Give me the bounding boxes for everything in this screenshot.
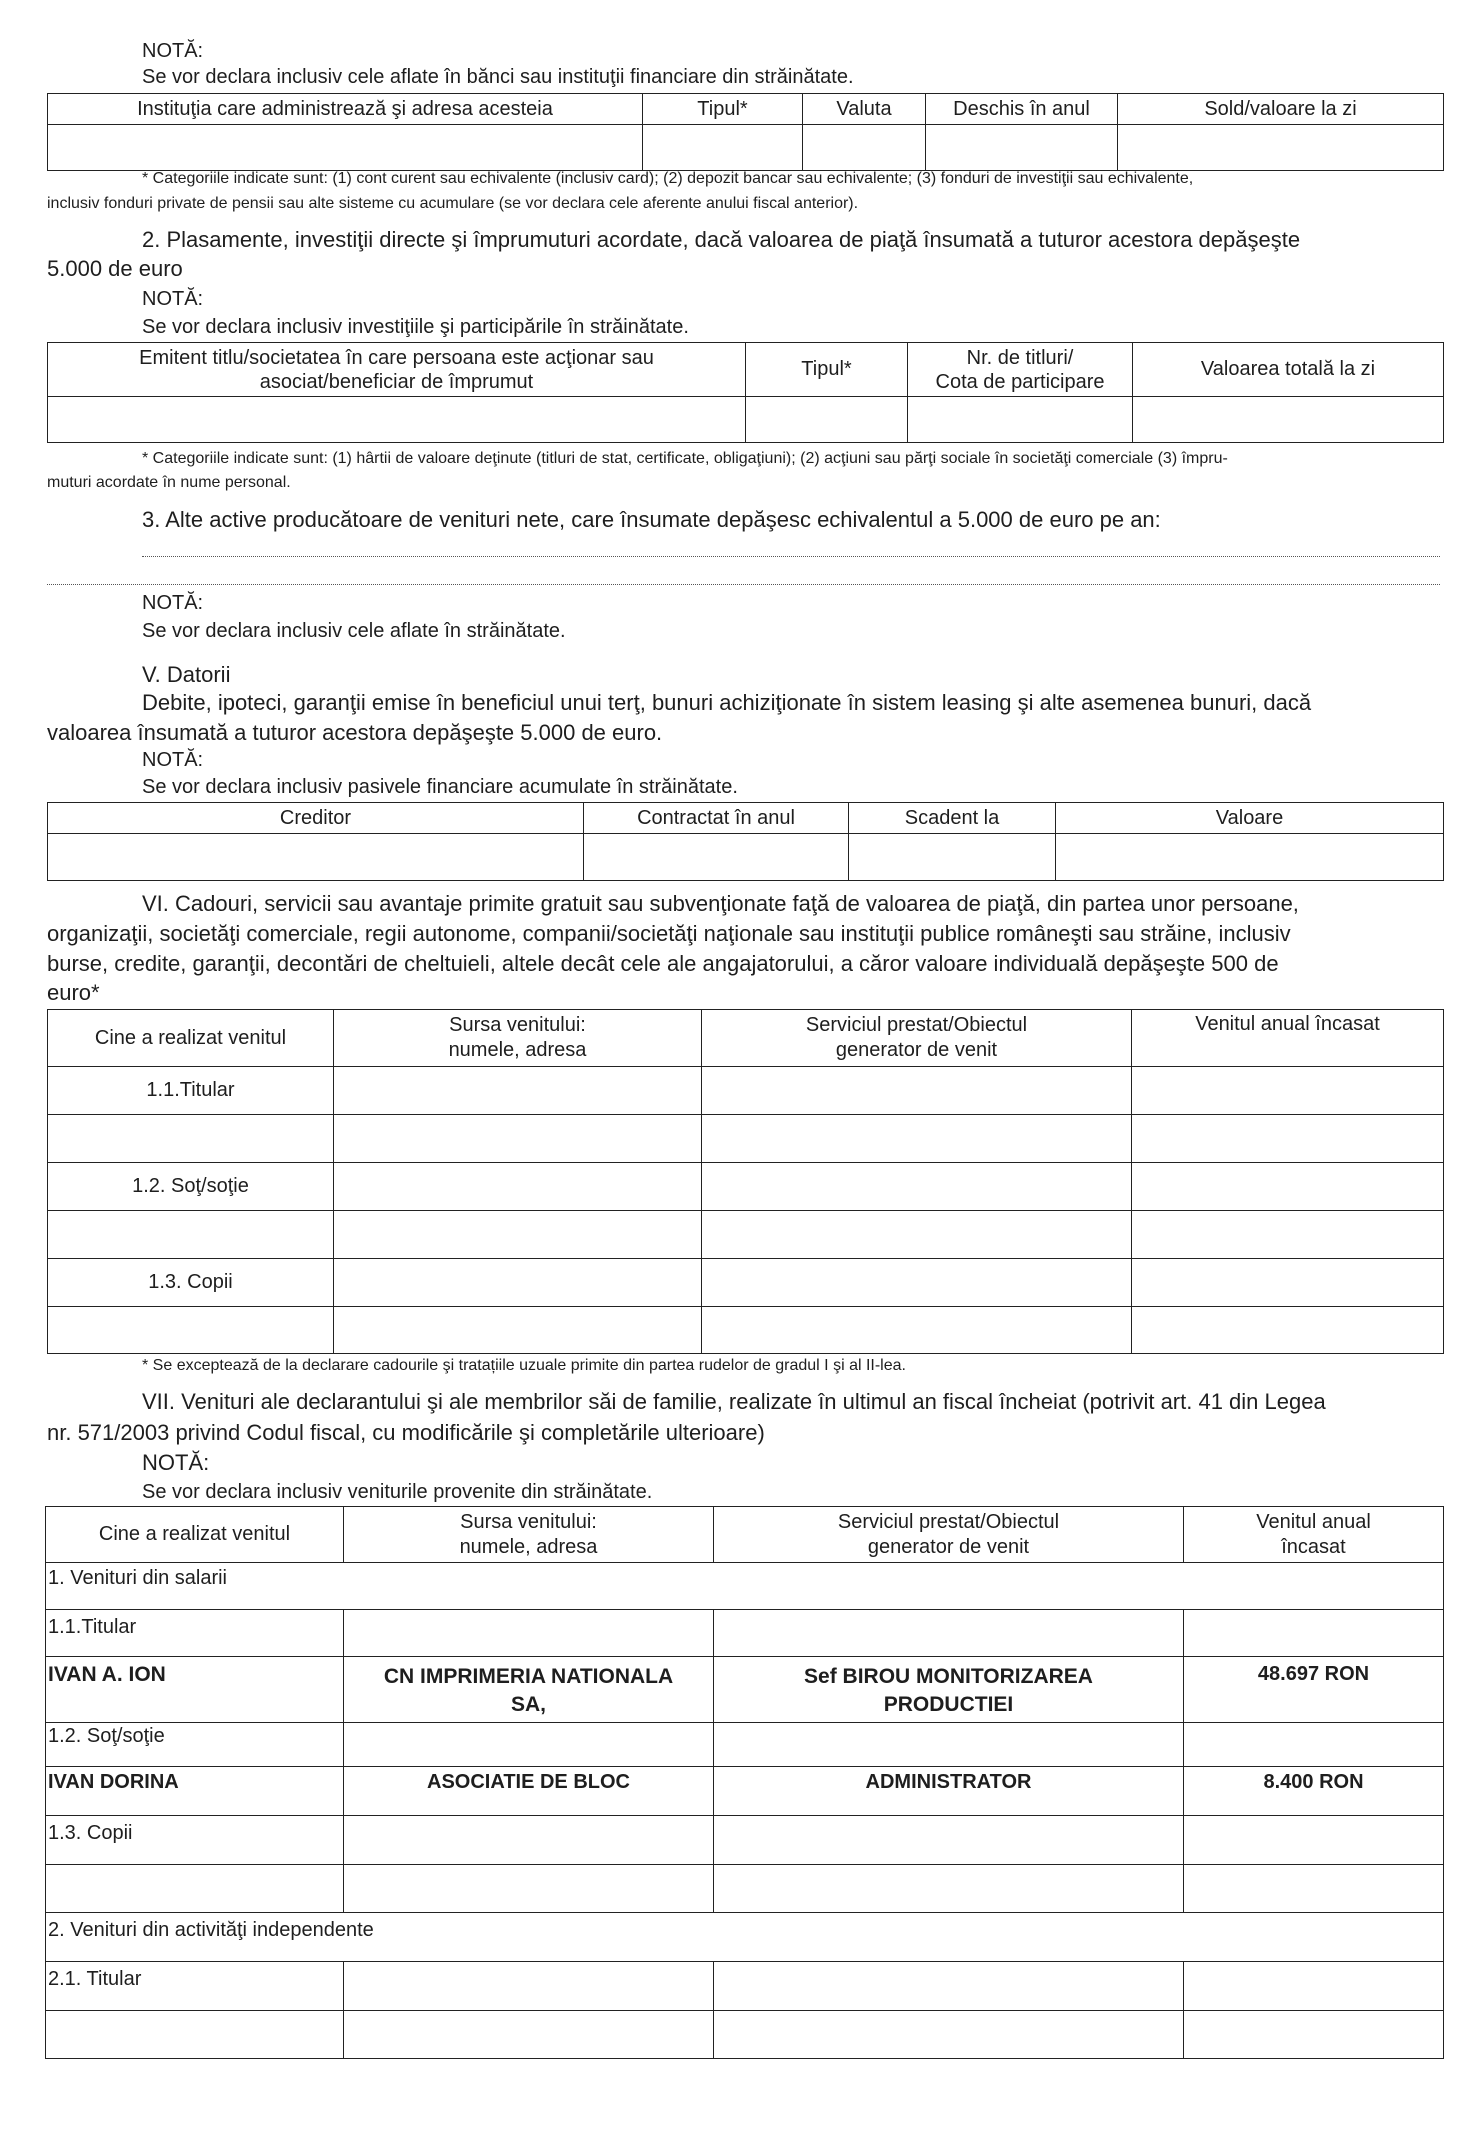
other-assets-note: Se vor declara inclusiv cele aflate în străinătate. [142,620,566,642]
spouse-income-source: ASOCIATIE DE BLOC [344,1767,714,1816]
empty-cell[interactable] [702,1259,1132,1307]
empty-cell[interactable] [702,1163,1132,1211]
empty-cell[interactable] [1132,1115,1444,1163]
empty-cell[interactable] [1184,1723,1444,1767]
empty-cell[interactable] [926,125,1118,171]
bank-accounts-table [47,93,1444,171]
nota-label: NOTĂ: [142,1450,210,1475]
section-2-title-cont: 5.000 de euro [47,256,183,281]
section-7-text: nr. 571/2003 privind Codul fiscal, cu modificările şi completările ulterioare) [47,1420,765,1445]
empty-cell[interactable] [714,1962,1184,2011]
column-header: Sold/valoare la zi [1118,94,1444,125]
spouse-service: ADMINISTRATOR [714,1767,1184,1816]
row-label: 1.1.Titular [48,1067,334,1115]
debts-table [47,802,1444,881]
row-label: 1.3. Copii [46,1816,344,1865]
footnote: * Se exceptează de la declarare cadourile şi tratațiile uzuale primite din partea rudelor de gradul I şi al II-lea. [142,1357,906,1374]
category-row [46,1913,1444,1962]
section-7-title: VII. Venituri ale declarantului şi ale membrilor săi de familie, realizate în ultimul an fiscal încheiat (potrivit art. 41 din Legea [142,1389,1326,1414]
empty-cell[interactable] [702,1115,1132,1163]
footnote: * Categoriile indicate sunt: (1) hârtii de valoare deţinute (titluri de stat, certificate, obligaţiuni); (2) acţiuni sau părţi sociale în societăţi comerciale (3) împru- [142,450,1228,467]
row-label: 1.2. Soţ/soţie [48,1163,334,1211]
empty-cell[interactable] [714,1865,1184,1913]
empty-cell[interactable] [344,1962,714,2011]
spouse-name: IVAN DORINA [46,1767,344,1816]
spouse-income-amount: 8.400 RON [1184,1767,1444,1816]
empty-cell[interactable] [702,1307,1132,1354]
row-label: 1.3. Copii [48,1259,334,1307]
income-note: Se vor declara inclusiv veniturile provenite din străinătate. [142,1481,653,1503]
category-label: 2. Venituri din activităţi independente [46,1913,1444,1962]
empty-cell[interactable] [334,1211,702,1259]
row-label: 1.1.Titular [46,1610,344,1657]
column-header: Valoare [1056,803,1444,834]
category-label: 1. Venituri din salarii [46,1563,1444,1610]
empty-cell[interactable] [1132,1067,1444,1115]
empty-cell[interactable] [1132,1211,1444,1259]
empty-cell[interactable] [46,1865,344,1913]
column-header: Scadent la [849,803,1056,834]
section-6-text: burse, credite, garanţii, decontări de cheltuieli, altele decât cele ale angajatorului, a căror valoare individuală depăşeşte 500 de [47,951,1279,976]
empty-cell[interactable] [334,1259,702,1307]
table-row [46,1962,1444,2011]
row-label: 2.1. Titular [46,1962,344,2011]
empty-cell[interactable] [1184,2011,1444,2059]
table-row [46,1816,1444,1865]
nota-label: NOTĂ: [142,40,204,62]
empty-cell[interactable] [1056,834,1444,881]
table-header-row [48,94,1444,125]
empty-cell[interactable] [48,1307,334,1354]
section-6-text: euro* [47,980,100,1005]
column-header: Instituţia care administrează şi adresa acesteia [48,94,643,125]
empty-cell[interactable] [46,2011,344,2059]
empty-cell[interactable] [1132,1259,1444,1307]
table-row [48,834,1444,881]
empty-cell[interactable] [344,1723,714,1767]
column-header: Sursa venitului: numele, adresa [344,1507,714,1563]
empty-cell[interactable] [746,397,908,443]
empty-cell[interactable] [334,1067,702,1115]
empty-cell[interactable] [48,834,584,881]
empty-cell[interactable] [1132,1307,1444,1354]
empty-cell[interactable] [344,1816,714,1865]
empty-cell[interactable] [702,1067,1132,1115]
empty-cell[interactable] [48,1211,334,1259]
empty-cell[interactable] [1132,1163,1444,1211]
empty-cell[interactable] [584,834,849,881]
empty-cell[interactable] [344,1865,714,1913]
empty-cell[interactable] [714,1723,1184,1767]
table-row [46,1657,1444,1723]
column-header: Tipul* [643,94,803,125]
empty-cell[interactable] [714,1610,1184,1657]
income-table [45,1506,1444,2059]
column-header: Cine a realizat venitul [48,1010,334,1067]
table-row [48,125,1444,171]
nota-label: NOTĂ: [142,749,204,771]
table-row [46,2011,1444,2059]
empty-cell[interactable] [908,397,1133,443]
footnote: inclusiv fonduri private de pensii sau alte sisteme cu acumulare (se vor declara cele aferente anului fiscal anterior). [47,195,859,212]
holder-income-amount: 48.697 RON [1184,1657,1444,1723]
table-row [48,1211,1444,1259]
table-row [48,1115,1444,1163]
empty-cell[interactable] [714,2011,1184,2059]
table-row [46,1723,1444,1767]
bank-note: Se vor declara inclusiv cele aflate în bănci sau instituţii financiare din străinătate. [142,66,854,88]
empty-cell[interactable] [849,834,1056,881]
table-row [48,397,1444,443]
column-header: Serviciul prestat/Obiectul generator de venit [714,1507,1184,1563]
empty-cell[interactable] [643,125,803,171]
category-row [46,1563,1444,1610]
section-3-title: 3. Alte active producătoare de venituri nete, care însumate depăşesc echivalentul a 5.000 de euro pe an: [142,507,1161,532]
gifts-table [47,1009,1444,1354]
footnote: muturi acordate în nume personal. [47,474,291,491]
investments-note: Se vor declara inclusiv investiţiile şi participările în străinătate. [142,316,689,338]
nota-label: NOTĂ: [142,592,204,614]
empty-cell[interactable] [334,1163,702,1211]
column-header: Sursa venitului: numele, adresa [334,1010,702,1067]
table-header-row [48,343,1444,397]
table-row [46,1865,1444,1913]
section-6-title: VI. Cadouri, servicii sau avantaje primite gratuit sau subvenţionate faţă de valoarea de piaţă, din partea unor persoane, [142,891,1299,916]
holder-service: Sef BIROU MONITORIZAREA PRODUCTIEI [714,1657,1184,1723]
empty-cell[interactable] [1133,397,1444,443]
empty-cell[interactable] [1184,1610,1444,1657]
empty-cell[interactable] [344,1610,714,1657]
column-header: Serviciul prestat/Obiectul generator de venit [702,1010,1132,1067]
nota-label: NOTĂ: [142,288,204,310]
dotted-line [142,556,1440,557]
empty-cell[interactable] [48,125,643,171]
table-row [48,1067,1444,1115]
empty-cell[interactable] [714,1816,1184,1865]
row-label: 1.2. Soţ/soţie [46,1723,344,1767]
column-header: Deschis în anul [926,94,1118,125]
column-header: Creditor [48,803,584,834]
empty-cell[interactable] [1184,1962,1444,2011]
empty-cell[interactable] [48,397,746,443]
debts-note: Se vor declara inclusiv pasivele financiare acumulate în străinătate. [142,776,738,798]
table-row [46,1767,1444,1816]
table-header-row [48,803,1444,834]
column-header: Contractat în anul [584,803,849,834]
footnote: * Categoriile indicate sunt: (1) cont curent sau echivalente (inclusiv card); (2) depozit bancar sau echivalente; (3) fonduri de investiţii sau echivalente, [142,170,1194,187]
table-row [46,1610,1444,1657]
column-header: Cine a realizat venitul [46,1507,344,1563]
empty-cell[interactable] [1118,125,1444,171]
column-header: Valoarea totală la zi [1133,343,1444,397]
column-header: Venitul anual încasat [1184,1507,1444,1563]
empty-cell[interactable] [334,1307,702,1354]
column-header: Emitent titlu/societatea în care persoana este acţionar sau asociat/beneficiar de împrumut [48,343,746,397]
table-row [48,1163,1444,1211]
empty-cell[interactable] [344,2011,714,2059]
dotted-line [47,584,1440,585]
section-2-title: 2. Plasamente, investiţii directe şi împrumuturi acordate, dacă valoarea de piaţă însumată a tuturor acestora depăşeşte [142,227,1301,252]
column-header: Tipul* [746,343,908,397]
section-5-text-cont: valoarea însumată a tuturor acestora depăşeşte 5.000 de euro. [47,720,663,745]
empty-cell[interactable] [803,125,926,171]
empty-cell[interactable] [48,1115,334,1163]
investments-table [47,342,1444,443]
empty-cell[interactable] [1184,1816,1444,1865]
section-5-title: V. Datorii [142,662,231,687]
section-6-text: organizaţii, societăţi comerciale, regii autonome, companii/societăţi naţionale sau instituţii publice româneşti sau străine, inclusiv [47,921,1291,946]
empty-cell[interactable] [334,1115,702,1163]
table-row [48,1259,1444,1307]
column-header: Venitul anual încasat [1132,1010,1444,1067]
empty-cell[interactable] [1184,1865,1444,1913]
table-row [48,1307,1444,1354]
holder-income-source: CN IMPRIMERIA NATIONALA SA, [344,1657,714,1723]
column-header: Nr. de titluri/ Cota de participare [908,343,1133,397]
holder-name: IVAN A. ION [46,1657,344,1723]
section-5-text: Debite, ipoteci, garanţii emise în beneficiul unui terţ, bunuri achiziţionate în sistem leasing şi alte asemenea bunuri, dacă [142,690,1312,715]
empty-cell[interactable] [702,1211,1132,1259]
column-header: Valuta [803,94,926,125]
table-header-row [48,1010,1444,1067]
table-header-row [46,1507,1444,1563]
